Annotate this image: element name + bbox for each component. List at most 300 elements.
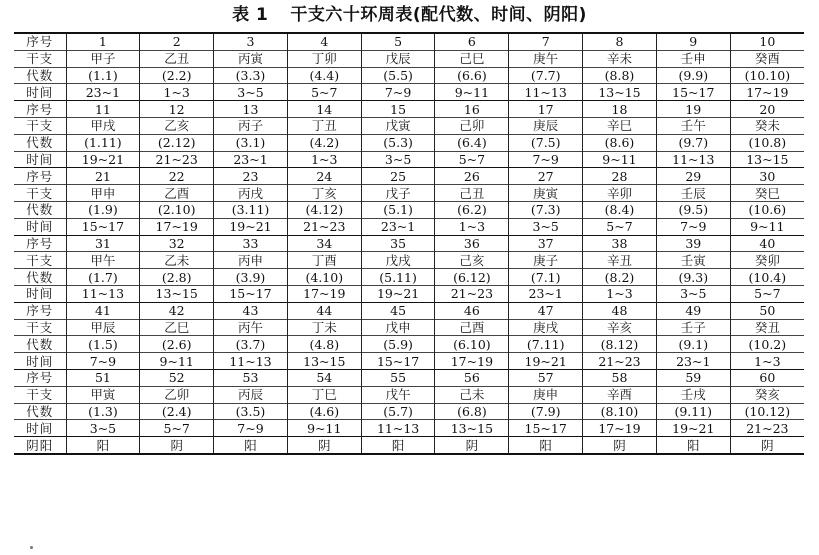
cell-seq: 54 — [287, 369, 361, 386]
cell-ganzhi: 丙申 — [214, 252, 288, 269]
cell-ganzhi: 癸卯 — [730, 252, 804, 269]
table-title-text: 干支六十环周表(配代数、时间、阴阳) — [290, 5, 587, 25]
cell-code: (5.11) — [361, 269, 435, 286]
cell-code: (9.1) — [656, 336, 730, 353]
row-label-time: 时间 — [14, 285, 66, 302]
cell-time: 21~23 — [583, 353, 657, 370]
cell-ganzhi: 乙巳 — [140, 319, 214, 336]
cell-time: 23~1 — [509, 285, 583, 302]
row-label-seq: 序号 — [14, 101, 66, 118]
cell-seq: 46 — [435, 302, 509, 319]
cell-code: (6.4) — [435, 134, 509, 151]
row-label-time: 时间 — [14, 151, 66, 168]
row-code — [14, 67, 804, 84]
cell-ganzhi: 癸未 — [730, 117, 804, 134]
cell-code: (6.6) — [435, 67, 509, 84]
cell-seq: 41 — [66, 302, 140, 319]
cell-seq: 52 — [140, 369, 214, 386]
cell-time: 5~7 — [140, 420, 214, 437]
cell-ganzhi: 甲戌 — [66, 117, 140, 134]
cell-yinyang: 阳 — [361, 437, 435, 454]
cell-time: 21~23 — [435, 285, 509, 302]
cell-ganzhi: 辛丑 — [583, 252, 657, 269]
cell-seq: 18 — [583, 101, 657, 118]
cell-seq: 24 — [287, 168, 361, 185]
cell-seq: 17 — [509, 101, 583, 118]
cell-code: (10.6) — [730, 201, 804, 218]
cell-seq: 7 — [509, 33, 583, 50]
cell-seq: 55 — [361, 369, 435, 386]
cell-seq: 58 — [583, 369, 657, 386]
cell-seq: 6 — [435, 33, 509, 50]
cell-seq: 48 — [583, 302, 657, 319]
cell-ganzhi: 癸巳 — [730, 185, 804, 202]
row-label-code: 代数 — [14, 403, 66, 420]
cell-seq: 47 — [509, 302, 583, 319]
cell-code: (8.8) — [583, 67, 657, 84]
cell-time: 19~21 — [66, 151, 140, 168]
cell-code: (1.11) — [66, 134, 140, 151]
cell-time: 3~5 — [66, 420, 140, 437]
cell-code: (3.3) — [214, 67, 288, 84]
cell-code: (3.1) — [214, 134, 288, 151]
cell-seq: 14 — [287, 101, 361, 118]
row-time — [14, 151, 804, 168]
cell-ganzhi: 丁未 — [287, 319, 361, 336]
cell-code: (5.7) — [361, 403, 435, 420]
cell-ganzhi: 癸亥 — [730, 386, 804, 403]
cell-ganzhi: 丙午 — [214, 319, 288, 336]
cell-time: 23~1 — [66, 84, 140, 101]
cell-seq: 20 — [730, 101, 804, 118]
cell-time: 23~1 — [214, 151, 288, 168]
cell-time: 1~3 — [730, 353, 804, 370]
row-label-code: 代数 — [14, 134, 66, 151]
cell-code: (1.1) — [66, 67, 140, 84]
cell-time: 13~15 — [435, 420, 509, 437]
cell-seq: 13 — [214, 101, 288, 118]
cell-time: 15~17 — [509, 420, 583, 437]
cell-ganzhi: 壬戌 — [656, 386, 730, 403]
cell-code: (6.12) — [435, 269, 509, 286]
row-seq — [14, 302, 804, 319]
cell-time: 13~15 — [583, 84, 657, 101]
cell-code: (5.5) — [361, 67, 435, 84]
row-label-seq: 序号 — [14, 235, 66, 252]
cell-seq: 9 — [656, 33, 730, 50]
cell-seq: 19 — [656, 101, 730, 118]
cell-seq: 5 — [361, 33, 435, 50]
cell-time: 17~19 — [583, 420, 657, 437]
cell-time: 11~13 — [66, 285, 140, 302]
cell-code: (9.11) — [656, 403, 730, 420]
cell-ganzhi: 乙丑 — [140, 50, 214, 67]
cell-seq: 23 — [214, 168, 288, 185]
cell-ganzhi: 辛卯 — [583, 185, 657, 202]
cell-ganzhi: 乙卯 — [140, 386, 214, 403]
cell-seq: 57 — [509, 369, 583, 386]
cell-yinyang: 阳 — [214, 437, 288, 454]
cell-ganzhi: 戊辰 — [361, 50, 435, 67]
cell-time: 7~9 — [361, 84, 435, 101]
cell-seq: 16 — [435, 101, 509, 118]
cell-code: (10.8) — [730, 134, 804, 151]
cell-time: 9~11 — [287, 420, 361, 437]
cell-code: (10.10) — [730, 67, 804, 84]
row-label-seq: 序号 — [14, 369, 66, 386]
cell-yinyang: 阳 — [656, 437, 730, 454]
cell-seq: 12 — [140, 101, 214, 118]
cell-code: (2.2) — [140, 67, 214, 84]
cell-seq: 56 — [435, 369, 509, 386]
cell-ganzhi: 戊寅 — [361, 117, 435, 134]
row-label-code: 代数 — [14, 269, 66, 286]
row-ganzhi — [14, 185, 804, 202]
row-ganzhi — [14, 386, 804, 403]
cell-seq: 44 — [287, 302, 361, 319]
cell-time: 9~11 — [583, 151, 657, 168]
cell-ganzhi: 乙酉 — [140, 185, 214, 202]
cell-ganzhi: 丙辰 — [214, 386, 288, 403]
cell-time: 21~23 — [730, 420, 804, 437]
cell-code: (4.10) — [287, 269, 361, 286]
row-seq — [14, 101, 804, 118]
cell-seq: 30 — [730, 168, 804, 185]
cell-ganzhi: 己未 — [435, 386, 509, 403]
cell-time: 13~15 — [140, 285, 214, 302]
cell-time: 19~21 — [656, 420, 730, 437]
cell-ganzhi: 甲辰 — [66, 319, 140, 336]
cell-seq: 15 — [361, 101, 435, 118]
cell-ganzhi: 庚辰 — [509, 117, 583, 134]
cell-seq: 53 — [214, 369, 288, 386]
cell-time: 19~21 — [361, 285, 435, 302]
cell-time: 7~9 — [509, 151, 583, 168]
cell-time: 23~1 — [361, 218, 435, 235]
row-label-ganzhi: 干支 — [14, 319, 66, 336]
ganzhi-cycle-table — [14, 32, 804, 455]
cell-code: (10.12) — [730, 403, 804, 420]
cell-seq: 32 — [140, 235, 214, 252]
row-label-time: 时间 — [14, 218, 66, 235]
cell-time: 23~1 — [656, 353, 730, 370]
cell-seq: 39 — [656, 235, 730, 252]
cell-code: (1.3) — [66, 403, 140, 420]
row-seq — [14, 168, 804, 185]
cell-time: 11~13 — [214, 353, 288, 370]
cell-seq: 26 — [435, 168, 509, 185]
cell-code: (6.10) — [435, 336, 509, 353]
row-label-seq: 序号 — [14, 302, 66, 319]
cell-seq: 28 — [583, 168, 657, 185]
cell-code: (7.11) — [509, 336, 583, 353]
cell-time: 11~13 — [509, 84, 583, 101]
cell-time: 19~21 — [509, 353, 583, 370]
cell-time: 3~5 — [214, 84, 288, 101]
cell-seq: 21 — [66, 168, 140, 185]
cell-code: (8.6) — [583, 134, 657, 151]
cell-code: (7.7) — [509, 67, 583, 84]
cell-time: 21~23 — [287, 218, 361, 235]
row-code — [14, 403, 804, 420]
row-label-ganzhi: 干支 — [14, 117, 66, 134]
cell-code: (4.6) — [287, 403, 361, 420]
row-label-code: 代数 — [14, 201, 66, 218]
cell-code: (9.3) — [656, 269, 730, 286]
cell-yinyang: 阴 — [730, 437, 804, 454]
row-time — [14, 84, 804, 101]
cell-ganzhi: 丙寅 — [214, 50, 288, 67]
cell-seq: 2 — [140, 33, 214, 50]
cell-ganzhi: 癸丑 — [730, 319, 804, 336]
row-seq — [14, 33, 804, 50]
cell-code: (3.7) — [214, 336, 288, 353]
cell-ganzhi: 丙子 — [214, 117, 288, 134]
cell-code: (10.4) — [730, 269, 804, 286]
cell-time: 3~5 — [509, 218, 583, 235]
row-label-seq: 序号 — [14, 33, 66, 50]
cell-code: (5.3) — [361, 134, 435, 151]
cell-time: 19~21 — [214, 218, 288, 235]
scan-speck — [30, 546, 33, 549]
cell-seq: 22 — [140, 168, 214, 185]
cell-seq: 51 — [66, 369, 140, 386]
cell-ganzhi: 己卯 — [435, 117, 509, 134]
cell-seq: 1 — [66, 33, 140, 50]
cell-code: (9.9) — [656, 67, 730, 84]
cell-ganzhi: 戊申 — [361, 319, 435, 336]
cell-code: (1.9) — [66, 201, 140, 218]
cell-seq: 38 — [583, 235, 657, 252]
cell-seq: 33 — [214, 235, 288, 252]
row-label-ganzhi: 干支 — [14, 50, 66, 67]
cell-ganzhi: 丁卯 — [287, 50, 361, 67]
cell-code: (4.4) — [287, 67, 361, 84]
cell-code: (1.5) — [66, 336, 140, 353]
cell-seq: 60 — [730, 369, 804, 386]
cell-time: 5~7 — [287, 84, 361, 101]
row-ganzhi — [14, 50, 804, 67]
cell-yinyang: 阴 — [287, 437, 361, 454]
cell-code: (2.4) — [140, 403, 214, 420]
row-time — [14, 420, 804, 437]
cell-ganzhi: 丁亥 — [287, 185, 361, 202]
cell-seq: 3 — [214, 33, 288, 50]
row-label-code: 代数 — [14, 67, 66, 84]
cell-ganzhi: 壬申 — [656, 50, 730, 67]
cell-ganzhi: 丁巳 — [287, 386, 361, 403]
row-code — [14, 134, 804, 151]
cell-time: 13~15 — [730, 151, 804, 168]
cell-code: (7.5) — [509, 134, 583, 151]
cell-time: 9~11 — [435, 84, 509, 101]
cell-code: (3.11) — [214, 201, 288, 218]
row-label-time: 时间 — [14, 353, 66, 370]
cell-ganzhi: 辛酉 — [583, 386, 657, 403]
cell-code: (2.10) — [140, 201, 214, 218]
cell-ganzhi: 己酉 — [435, 319, 509, 336]
cell-seq: 25 — [361, 168, 435, 185]
cell-time: 15~17 — [214, 285, 288, 302]
cell-time: 5~7 — [730, 285, 804, 302]
cell-code: (6.8) — [435, 403, 509, 420]
table-body — [14, 33, 804, 454]
cell-code: (3.5) — [214, 403, 288, 420]
row-seq — [14, 369, 804, 386]
cell-time: 9~11 — [730, 218, 804, 235]
cell-code: (5.9) — [361, 336, 435, 353]
cell-code: (10.2) — [730, 336, 804, 353]
cell-ganzhi: 己丑 — [435, 185, 509, 202]
cell-code: (4.2) — [287, 134, 361, 151]
cell-ganzhi: 庚寅 — [509, 185, 583, 202]
cell-yinyang: 阳 — [66, 437, 140, 454]
cell-code: (3.9) — [214, 269, 288, 286]
cell-seq: 31 — [66, 235, 140, 252]
cell-seq: 4 — [287, 33, 361, 50]
cell-ganzhi: 丁丑 — [287, 117, 361, 134]
cell-time: 7~9 — [66, 353, 140, 370]
cell-ganzhi: 甲申 — [66, 185, 140, 202]
cell-ganzhi: 辛亥 — [583, 319, 657, 336]
row-label-ganzhi: 干支 — [14, 252, 66, 269]
cell-yinyang: 阴 — [140, 437, 214, 454]
cell-seq: 35 — [361, 235, 435, 252]
cell-seq: 49 — [656, 302, 730, 319]
row-seq — [14, 235, 804, 252]
cell-seq: 11 — [66, 101, 140, 118]
cell-code: (5.1) — [361, 201, 435, 218]
cell-time: 1~3 — [140, 84, 214, 101]
cell-time: 13~15 — [287, 353, 361, 370]
cell-seq: 10 — [730, 33, 804, 50]
cell-seq: 40 — [730, 235, 804, 252]
cell-time: 1~3 — [435, 218, 509, 235]
cell-ganzhi: 戊戌 — [361, 252, 435, 269]
cell-time: 11~13 — [656, 151, 730, 168]
row-label-time: 时间 — [14, 420, 66, 437]
cell-seq: 42 — [140, 302, 214, 319]
cell-code: (7.1) — [509, 269, 583, 286]
cell-code: (2.8) — [140, 269, 214, 286]
cell-ganzhi: 戊午 — [361, 386, 435, 403]
cell-ganzhi: 庚戌 — [509, 319, 583, 336]
cell-ganzhi: 辛巳 — [583, 117, 657, 134]
cell-ganzhi: 己巳 — [435, 50, 509, 67]
row-time — [14, 285, 804, 302]
cell-code: (4.12) — [287, 201, 361, 218]
cell-ganzhi: 甲子 — [66, 50, 140, 67]
cell-time: 17~19 — [140, 218, 214, 235]
cell-time: 15~17 — [361, 353, 435, 370]
cell-code: (7.9) — [509, 403, 583, 420]
row-label-time: 时间 — [14, 84, 66, 101]
row-label-ganzhi: 干支 — [14, 386, 66, 403]
row-ganzhi — [14, 117, 804, 134]
cell-time: 11~13 — [361, 420, 435, 437]
cell-seq: 43 — [214, 302, 288, 319]
cell-code: (7.3) — [509, 201, 583, 218]
cell-code: (8.12) — [583, 336, 657, 353]
row-code — [14, 336, 804, 353]
cell-ganzhi: 庚午 — [509, 50, 583, 67]
cell-ganzhi: 戊子 — [361, 185, 435, 202]
row-ganzhi — [14, 319, 804, 336]
cell-time: 15~17 — [656, 84, 730, 101]
cell-code: (2.6) — [140, 336, 214, 353]
cell-ganzhi: 庚申 — [509, 386, 583, 403]
cell-time: 1~3 — [583, 285, 657, 302]
cell-code: (9.7) — [656, 134, 730, 151]
table-number: 表 1 — [232, 5, 269, 25]
cell-time: 17~19 — [287, 285, 361, 302]
cell-time: 7~9 — [214, 420, 288, 437]
cell-time: 3~5 — [361, 151, 435, 168]
cell-yinyang: 阴 — [435, 437, 509, 454]
cell-ganzhi: 甲午 — [66, 252, 140, 269]
cell-ganzhi: 甲寅 — [66, 386, 140, 403]
cell-ganzhi: 庚子 — [509, 252, 583, 269]
cell-seq: 29 — [656, 168, 730, 185]
row-time — [14, 353, 804, 370]
cell-ganzhi: 乙未 — [140, 252, 214, 269]
cell-code: (2.12) — [140, 134, 214, 151]
cell-ganzhi: 丙戌 — [214, 185, 288, 202]
cell-time: 5~7 — [583, 218, 657, 235]
cell-code: (1.7) — [66, 269, 140, 286]
row-code — [14, 269, 804, 286]
cell-ganzhi: 丁酉 — [287, 252, 361, 269]
cell-seq: 37 — [509, 235, 583, 252]
cell-time: 1~3 — [287, 151, 361, 168]
cell-seq: 34 — [287, 235, 361, 252]
cell-yinyang: 阴 — [583, 437, 657, 454]
cell-code: (9.5) — [656, 201, 730, 218]
cell-seq: 50 — [730, 302, 804, 319]
cell-yinyang: 阳 — [509, 437, 583, 454]
row-code — [14, 201, 804, 218]
cell-ganzhi: 乙亥 — [140, 117, 214, 134]
cell-ganzhi: 壬午 — [656, 117, 730, 134]
cell-ganzhi: 壬子 — [656, 319, 730, 336]
cell-code: (4.8) — [287, 336, 361, 353]
row-time — [14, 218, 804, 235]
table-title — [0, 4, 819, 26]
row-label-seq: 序号 — [14, 168, 66, 185]
cell-ganzhi: 壬寅 — [656, 252, 730, 269]
row-label-yinyang: 阴阳 — [14, 437, 66, 454]
cell-ganzhi: 癸酉 — [730, 50, 804, 67]
cell-code: (6.2) — [435, 201, 509, 218]
row-label-ganzhi: 干支 — [14, 185, 66, 202]
cell-ganzhi: 辛未 — [583, 50, 657, 67]
cell-time: 21~23 — [140, 151, 214, 168]
cell-time: 17~19 — [730, 84, 804, 101]
cell-time: 7~9 — [656, 218, 730, 235]
cell-time: 5~7 — [435, 151, 509, 168]
cell-code: (8.10) — [583, 403, 657, 420]
cell-seq: 36 — [435, 235, 509, 252]
cell-seq: 59 — [656, 369, 730, 386]
cell-seq: 45 — [361, 302, 435, 319]
row-label-code: 代数 — [14, 336, 66, 353]
cell-time: 17~19 — [435, 353, 509, 370]
row-ganzhi — [14, 252, 804, 269]
row-yinyang — [14, 437, 804, 454]
cell-time: 15~17 — [66, 218, 140, 235]
cell-ganzhi: 壬辰 — [656, 185, 730, 202]
cell-ganzhi: 己亥 — [435, 252, 509, 269]
